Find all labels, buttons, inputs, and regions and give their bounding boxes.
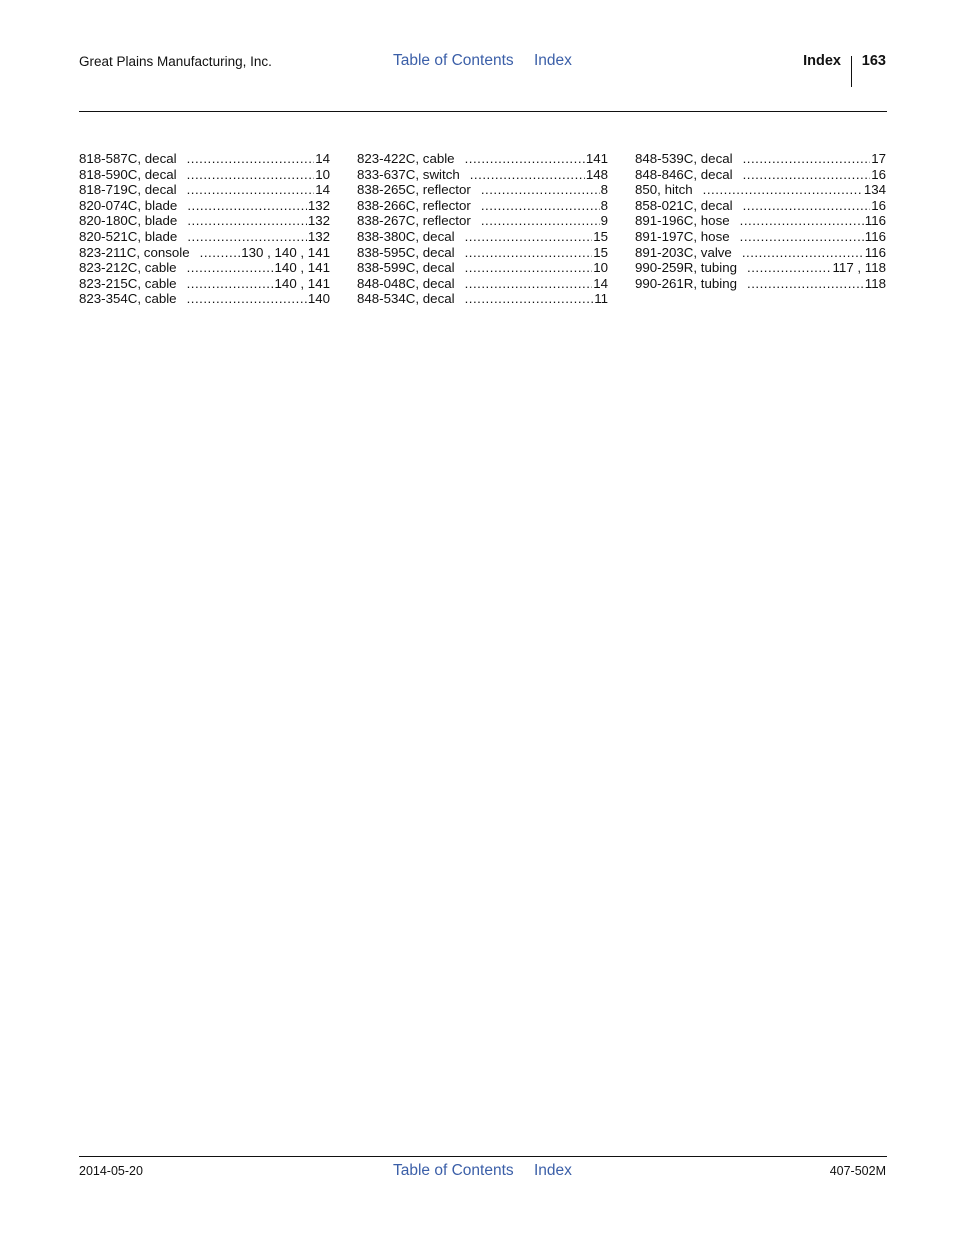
index-entry: 818-719C, decal ..... 14 bbox=[79, 182, 330, 198]
index-entry: 820-074C, blade ..... 132 bbox=[79, 198, 330, 214]
index-entry: 838-380C, decal ..... 15 bbox=[357, 229, 608, 245]
index-entry: 848-534C, decal ..... 11 bbox=[357, 291, 608, 307]
index-entry: 891-196C, hose ..... 116 bbox=[635, 213, 886, 229]
index-entry: 823-354C, cable ..... 140 bbox=[79, 291, 330, 307]
footer-index-link[interactable]: Index bbox=[534, 1162, 572, 1179]
index-entry: 858-021C, decal ..... 16 bbox=[635, 198, 886, 214]
footer-doc-number: 407-502M bbox=[829, 1164, 886, 1178]
page-number: 163 bbox=[861, 53, 886, 69]
index-entry: 891-203C, valve ..... 116 bbox=[635, 245, 886, 261]
section-title: Index bbox=[803, 53, 841, 69]
header-divider bbox=[851, 56, 852, 87]
index-entry: 838-265C, reflector ..... 8 bbox=[357, 182, 608, 198]
index-entry: 848-539C, decal ..... 17 bbox=[635, 151, 886, 167]
index-entry: 818-590C, decal ..... 10 bbox=[79, 167, 330, 183]
index-entry: 848-048C, decal ..... 14 bbox=[357, 276, 608, 292]
header-toc-link[interactable]: Table of Contents bbox=[393, 52, 514, 69]
index-entry: 990-261R, tubing ..... 118 bbox=[635, 276, 886, 292]
header-rule bbox=[79, 111, 887, 112]
index-entry: 823-211C, console ..... 130 , 140 , 141 bbox=[79, 245, 330, 261]
index-column-1 bbox=[79, 151, 330, 307]
index-entry: 891-197C, hose ..... 116 bbox=[635, 229, 886, 245]
index-entry: 823-215C, cable ..... 140 , 141 bbox=[79, 276, 330, 292]
index-entry: 820-521C, blade ..... 132 bbox=[79, 229, 330, 245]
index-entry: 818-587C, decal ..... 14 bbox=[79, 151, 330, 167]
index-entry: 990-259R, tubing ..... 117 , 118 bbox=[635, 260, 886, 276]
index-entry: 823-212C, cable ..... 140 , 141 bbox=[79, 260, 330, 276]
index-entry: 833-637C, switch ..... 148 bbox=[357, 167, 608, 183]
index-entry: 850, hitch ..... 134 bbox=[635, 182, 886, 198]
index-column-3 bbox=[635, 151, 886, 291]
index-entry: 823-422C, cable ..... 141 bbox=[357, 151, 608, 167]
index-entry: 838-595C, decal ..... 15 bbox=[357, 245, 608, 261]
index-entry: 838-599C, decal ..... 10 bbox=[357, 260, 608, 276]
company-name: Great Plains Manufacturing, Inc. bbox=[79, 54, 272, 69]
index-column-2 bbox=[357, 151, 608, 307]
header-index-link[interactable]: Index bbox=[534, 52, 572, 69]
footer-rule bbox=[79, 1156, 887, 1157]
index-entry: 848-846C, decal ..... 16 bbox=[635, 167, 886, 183]
footer-toc-link[interactable]: Table of Contents bbox=[393, 1162, 514, 1179]
index-entry: 838-266C, reflector ..... 8 bbox=[357, 198, 608, 214]
index-entry: 838-267C, reflector ..... 9 bbox=[357, 213, 608, 229]
index-entry: 820-180C, blade ..... 132 bbox=[79, 213, 330, 229]
footer-date: 2014-05-20 bbox=[79, 1164, 143, 1178]
